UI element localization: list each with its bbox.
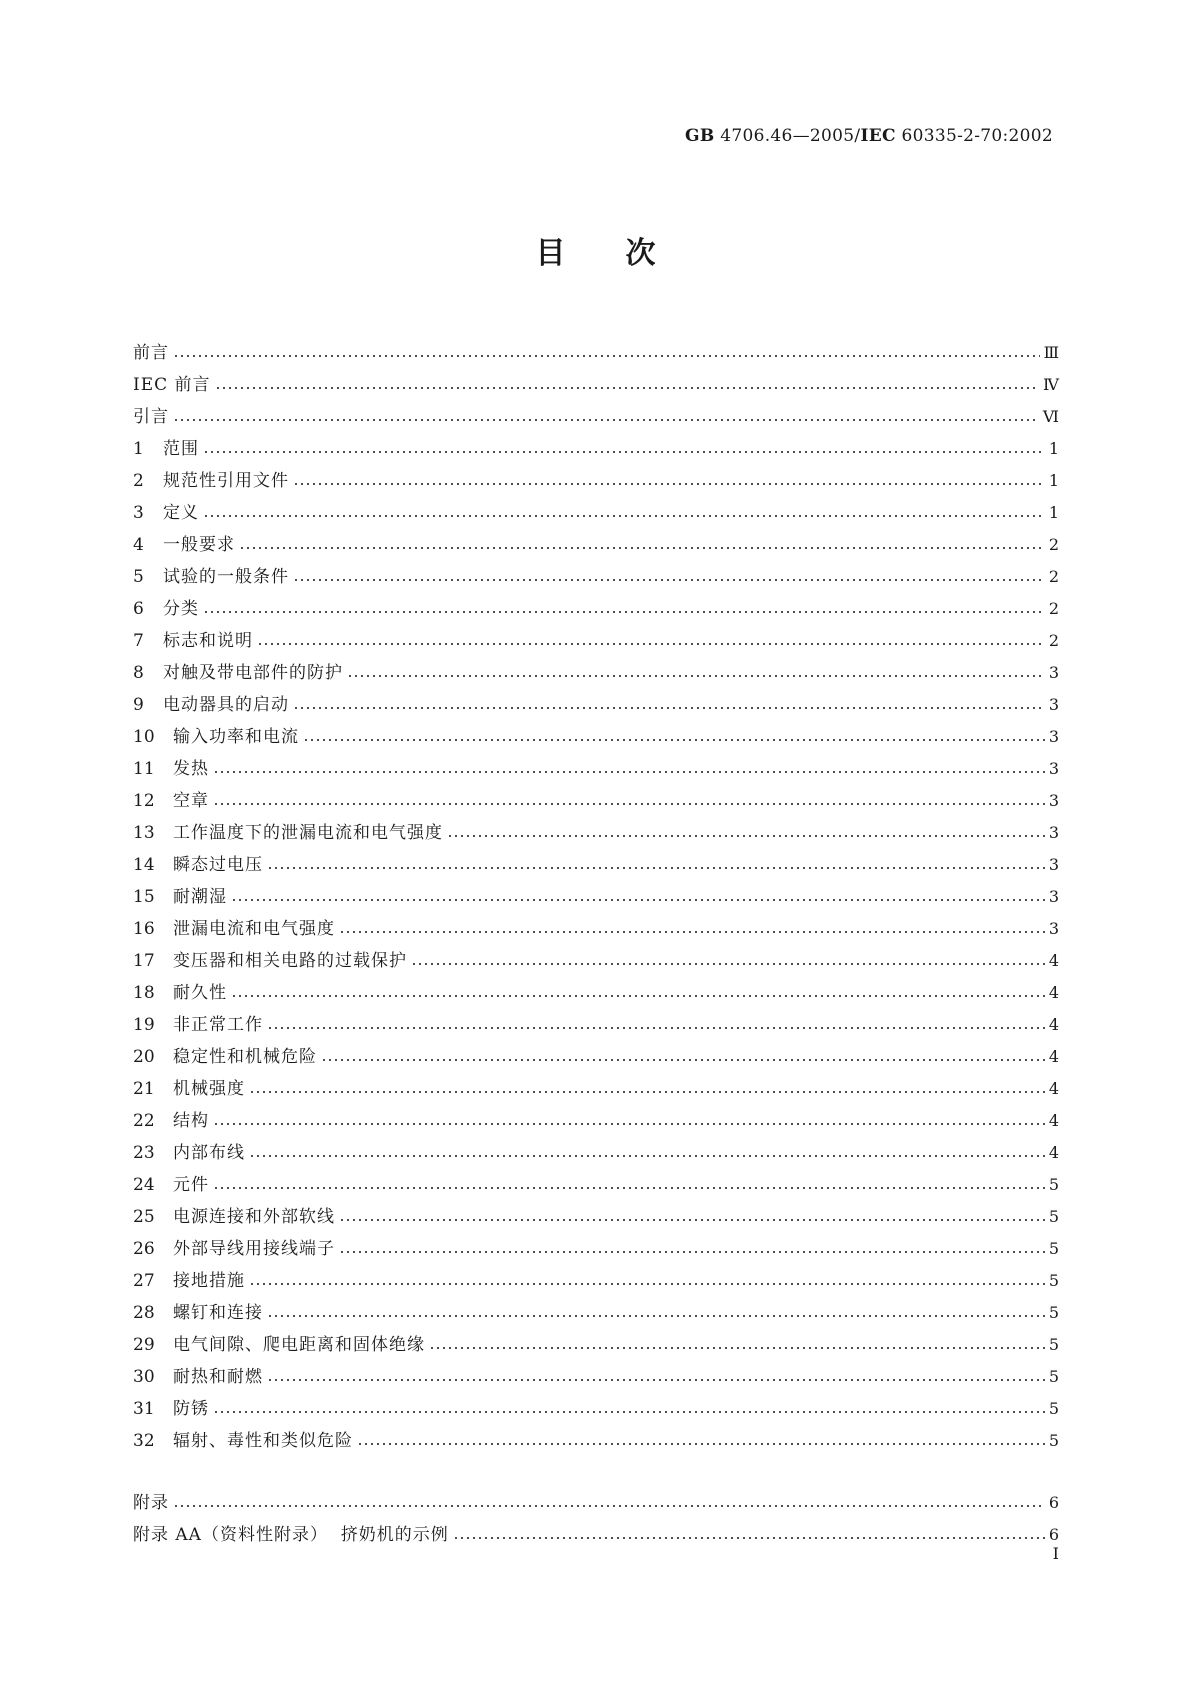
toc-leader-dots [429,1346,1045,1350]
toc-leader-dots [321,1058,1045,1062]
toc-entry-number: 6 [133,599,144,619]
toc-entry-label: 附录 AA（资料性附录） 挤奶机的示例 [133,1525,449,1545]
toc-entry-number: 27 [133,1271,155,1291]
toc-entry-number: 1 [133,439,144,459]
toc-entry-clause-7[interactable] [133,620,1059,652]
toc-entry-label: 工作温度下的泄漏电流和电气强度 [173,823,443,843]
toc-entry-label: 电源连接和外部软线 [173,1207,335,1227]
toc-entry-number: 9 [133,695,144,715]
toc-entry-clause-21[interactable] [133,1068,1059,1100]
toc-leader-dots [231,994,1045,998]
toc-entry-label: 防锈 [173,1399,209,1419]
toc-entry-label: 接地措施 [173,1271,245,1291]
toc-leader-dots [203,610,1045,614]
toc-leader-dots [339,1250,1045,1254]
toc-leader-dots [257,642,1045,646]
toc-entry-page: 5 [1048,1367,1059,1386]
toc-leader-dots [303,738,1045,742]
toc-entry-clause-18[interactable] [133,972,1059,1004]
toc-entry-clause-1[interactable] [133,428,1059,460]
toc-leader-dots [213,1122,1045,1126]
toc-entry-clause-32[interactable] [133,1420,1059,1452]
toc-entry-page: 4 [1048,1047,1059,1066]
toc-entry-page: 2 [1048,631,1059,650]
toc-entry-clause-25[interactable] [133,1196,1059,1228]
toc-entry-page: 2 [1048,599,1059,618]
toc-leader-dots [173,418,1039,422]
toc-leader-dots [203,450,1045,454]
standard-code-number: 4706.46—2005/ [714,126,861,146]
toc-entry-label: 瞬态过电压 [173,855,263,875]
toc-entry-page: 6 [1048,1493,1059,1512]
toc-leader-dots [249,1282,1045,1286]
toc-entry-clause-9[interactable] [133,684,1059,716]
standard-code-iec: IEC [860,126,896,146]
toc-entry-page: 3 [1048,727,1059,746]
toc-entry-number: 11 [133,759,155,779]
toc-entry-number: 2 [133,471,144,491]
toc-leader-dots [267,1314,1045,1318]
toc-entry-page: 1 [1048,503,1059,522]
toc-entry-page: 4 [1048,1143,1059,1162]
toc-entry-number: 7 [133,631,144,651]
toc-entry-label: 辐射、毒性和类似危险 [173,1431,353,1451]
toc-entry-clause-29[interactable] [133,1324,1059,1356]
toc-entry-foreword[interactable] [133,332,1059,364]
toc-entry-label: 耐久性 [173,983,227,1003]
toc-entry-label: 泄漏电流和电气强度 [173,919,335,939]
toc-entry-clause-13[interactable] [133,812,1059,844]
toc-clause-list [133,428,1059,1452]
toc-entry-label: 试验的一般条件 [163,567,289,587]
toc-entry-page: 5 [1048,1175,1059,1194]
toc-entry-label: 范围 [163,439,199,459]
toc-entry-number: 28 [133,1303,155,1323]
toc-leader-dots [339,1218,1045,1222]
toc-entry-page: 5 [1048,1399,1059,1418]
toc-leader-dots [213,1186,1045,1190]
toc-entry-page: 1 [1048,471,1059,490]
toc-entry-label: 非正常工作 [173,1015,263,1035]
toc-entry-clause-26[interactable] [133,1228,1059,1260]
toc-entry-clause-11[interactable] [133,748,1059,780]
toc-leader-dots [267,866,1045,870]
toc-entry-page: 4 [1048,951,1059,970]
standard-code [685,126,1053,146]
toc-entry-label: 前言 [133,343,169,363]
toc-leader-dots [203,514,1045,518]
toc-entry-page: 3 [1048,695,1059,714]
toc-entry-label: 稳定性和机械危险 [173,1047,317,1067]
toc-entry-annex-aa[interactable] [133,1514,1059,1546]
toc-entry-page: 3 [1048,887,1059,906]
section-gap [133,1452,1059,1482]
standard-code-iec-number: 60335-2-70:2002 [895,126,1053,146]
toc-leader-dots [453,1536,1045,1540]
toc-entry-page: 4 [1048,1079,1059,1098]
toc-entry-number: 10 [133,727,155,747]
toc-entry-page: 2 [1048,535,1059,554]
toc-entry-label: 发热 [173,759,209,779]
toc-entry-annexes[interactable] [133,1482,1059,1514]
toc-entry-label: 结构 [173,1111,209,1131]
toc-entry-label: 机械强度 [173,1079,245,1099]
toc-leader-dots [239,546,1045,550]
toc-entry-number: 29 [133,1335,155,1355]
page-number: I [1052,1544,1059,1563]
toc-entry-clause-31[interactable] [133,1388,1059,1420]
toc-entry-number: 22 [133,1111,155,1131]
toc-entry-page: 3 [1048,663,1059,682]
toc-entry-number: 21 [133,1079,155,1099]
toc-entry-page: 5 [1048,1335,1059,1354]
toc-entry-label: IEC 前言 [133,375,211,395]
toc-entry-clause-12[interactable] [133,780,1059,812]
toc-entry-label: 对触及带电部件的防护 [163,663,343,683]
toc-entry-page: 3 [1048,855,1059,874]
toc-entry-page: 3 [1048,823,1059,842]
toc-entry-label: 电气间隙、爬电距离和固体绝缘 [173,1335,425,1355]
toc-leader-dots [293,706,1045,710]
toc-entry-page: 4 [1048,983,1059,1002]
toc-leader-dots [411,962,1045,966]
toc-leader-dots [231,898,1045,902]
toc-entry-page: Ⅲ [1043,343,1059,362]
toc-leader-dots [267,1378,1045,1382]
table-of-contents [133,332,1059,1546]
toc-entry-number: 3 [133,503,144,523]
toc-entry-number: 14 [133,855,155,875]
toc-entry-number: 20 [133,1047,155,1067]
toc-entry-iec-foreword[interactable] [133,364,1059,396]
toc-entry-page: 5 [1048,1271,1059,1290]
toc-entry-label: 内部布线 [173,1143,245,1163]
toc-leader-dots [293,482,1045,486]
toc-entry-clause-16[interactable] [133,908,1059,940]
toc-entry-clause-23[interactable] [133,1132,1059,1164]
toc-entry-clause-5[interactable] [133,556,1059,588]
toc-leader-dots [173,1504,1045,1508]
toc-entry-clause-27[interactable] [133,1260,1059,1292]
toc-entry-number: 31 [133,1399,155,1419]
toc-entry-label: 引言 [133,407,169,427]
toc-entry-page: 6 [1048,1525,1059,1544]
toc-leader-dots [347,674,1045,678]
toc-entry-number: 16 [133,919,155,939]
page-title: 目次 [535,236,716,271]
toc-entry-clause-3[interactable] [133,492,1059,524]
toc-entry-clause-2[interactable] [133,460,1059,492]
toc-entry-page: 4 [1048,1111,1059,1130]
toc-leader-dots [213,770,1045,774]
toc-leader-dots [173,354,1040,358]
toc-entry-label: 外部导线用接线端子 [173,1239,335,1259]
toc-entry-page: 5 [1048,1207,1059,1226]
toc-entry-label: 输入功率和电流 [173,727,299,747]
toc-entry-number: 32 [133,1431,155,1451]
toc-entry-page: 1 [1048,439,1059,458]
toc-entry-number: 4 [133,535,144,555]
toc-entry-clause-30[interactable] [133,1356,1059,1388]
toc-entry-clause-22[interactable] [133,1100,1059,1132]
toc-leader-dots [293,578,1045,582]
toc-entry-clause-17[interactable] [133,940,1059,972]
toc-entry-number: 30 [133,1367,155,1387]
toc-entry-number: 13 [133,823,155,843]
toc-leader-dots [357,1442,1045,1446]
toc-entry-label: 耐潮湿 [173,887,227,907]
toc-entry-label: 定义 [163,503,199,523]
toc-entry-page: Ⅳ [1043,375,1059,394]
toc-entry-number: 12 [133,791,155,811]
toc-entry-label: 一般要求 [163,535,235,555]
toc-entry-clause-20[interactable] [133,1036,1059,1068]
toc-entry-introduction[interactable] [133,396,1059,428]
toc-entry-page: 2 [1048,567,1059,586]
toc-leader-dots [213,1410,1045,1414]
toc-entry-label: 螺钉和连接 [173,1303,263,1323]
toc-entry-page: Ⅵ [1042,407,1059,426]
toc-entry-clause-28[interactable] [133,1292,1059,1324]
toc-entry-label: 电动器具的启动 [163,695,289,715]
toc-leader-dots [213,802,1045,806]
toc-leader-dots [447,834,1045,838]
toc-entry-label: 规范性引用文件 [163,471,289,491]
toc-entry-clause-24[interactable] [133,1164,1059,1196]
toc-entry-clause-19[interactable] [133,1004,1059,1036]
toc-entry-number: 24 [133,1175,155,1195]
toc-entry-page: 5 [1048,1431,1059,1450]
toc-entry-label: 附录 [133,1493,169,1513]
toc-entry-page: 5 [1048,1239,1059,1258]
toc-entry-clause-10[interactable] [133,716,1059,748]
toc-entry-label: 标志和说明 [163,631,253,651]
toc-entry-page: 3 [1048,791,1059,810]
toc-entry-page: 3 [1048,919,1059,938]
toc-entry-clause-6[interactable] [133,588,1059,620]
standard-code-prefix: GB [685,126,715,146]
toc-entry-clause-15[interactable] [133,876,1059,908]
toc-entry-number: 23 [133,1143,155,1163]
toc-entry-number: 17 [133,951,155,971]
toc-entry-number: 15 [133,887,155,907]
toc-entry-page: 4 [1048,1015,1059,1034]
toc-entry-clause-4[interactable] [133,524,1059,556]
toc-entry-label: 元件 [173,1175,209,1195]
toc-leader-dots [339,930,1045,934]
toc-leader-dots [249,1090,1045,1094]
toc-leader-dots [215,386,1039,390]
toc-entry-number: 8 [133,663,144,683]
toc-entry-label: 空章 [173,791,209,811]
toc-entry-page: 5 [1048,1303,1059,1322]
toc-entry-label: 分类 [163,599,199,619]
toc-entry-page: 3 [1048,759,1059,778]
toc-entry-number: 25 [133,1207,155,1227]
toc-entry-label: 耐热和耐燃 [173,1367,263,1387]
toc-entry-number: 18 [133,983,155,1003]
toc-entry-label: 变压器和相关电路的过载保护 [173,951,407,971]
toc-entry-clause-8[interactable] [133,652,1059,684]
toc-entry-number: 26 [133,1239,155,1259]
toc-entry-clause-14[interactable] [133,844,1059,876]
toc-entry-number: 19 [133,1015,155,1035]
toc-leader-dots [267,1026,1045,1030]
toc-leader-dots [249,1154,1045,1158]
toc-entry-number: 5 [133,567,144,587]
